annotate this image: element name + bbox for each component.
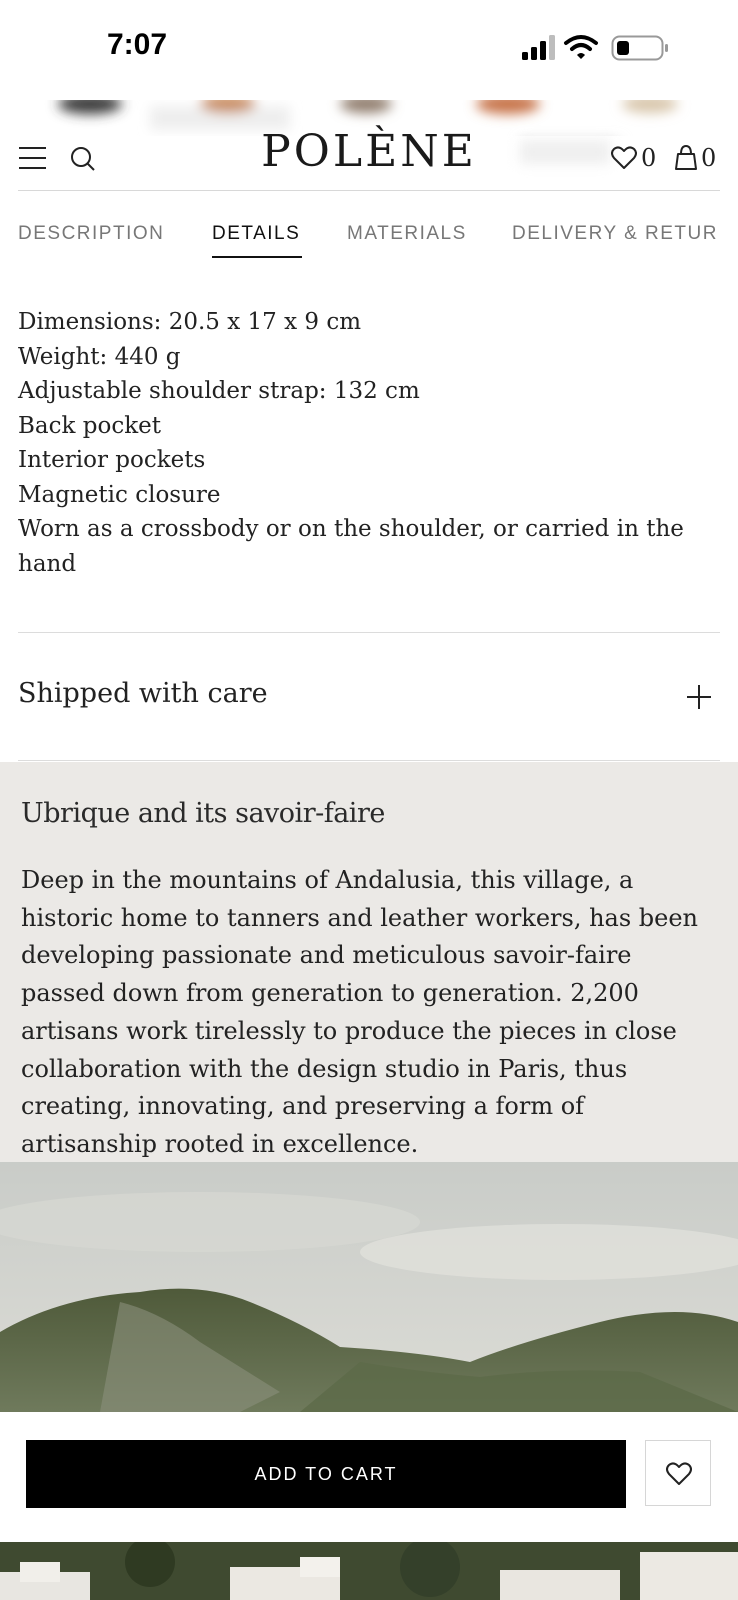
savoir-faire-title: Ubrique and its savoir-faire	[21, 798, 385, 829]
active-tab-indicator	[212, 256, 302, 258]
detail-dimensions: Dimensions: 20.5 x 17 x 9 cm	[18, 309, 362, 335]
blurred-header-element	[520, 140, 610, 164]
detail-weight: Weight: 440 g	[18, 343, 181, 370]
tab-materials[interactable]: MATERIALS	[347, 223, 467, 244]
tab-bar	[0, 210, 738, 270]
wishlist-button[interactable]	[645, 1440, 711, 1506]
brand-logo[interactable]: POLÈNE	[261, 126, 477, 177]
wishlist-count: 0	[641, 144, 657, 172]
status-time: 7:07	[107, 28, 168, 61]
plus-icon	[686, 684, 712, 710]
heart-icon	[665, 1462, 693, 1486]
tab-description[interactable]: DESCRIPTION	[18, 223, 165, 244]
header-divider	[18, 190, 720, 191]
add-to-cart-button[interactable]: ADD TO CART	[26, 1440, 626, 1508]
cart-count: 0	[701, 144, 717, 172]
heart-icon[interactable]	[611, 146, 637, 170]
village-photo	[0, 1542, 738, 1600]
accordion-title: Shipped with care	[18, 678, 268, 709]
bag-icon[interactable]	[674, 144, 698, 170]
tab-delivery-returns[interactable]: DELIVERY & RETUR	[512, 223, 718, 244]
detail-wear: Worn as a crossbody or on the shoulder, or carried in the hand	[18, 516, 684, 577]
wifi-icon	[566, 37, 596, 59]
tab-details[interactable]: DETAILS	[212, 223, 301, 244]
accordion-shipped-with-care[interactable]	[0, 640, 738, 760]
detail-interior-pockets: Interior pockets	[18, 447, 206, 473]
savoir-faire-text: Deep in the mountains of Andalusia, this village, a historic home to tanners and leather workers, has been developing passionate and meticulous savoir-faire passed down from generation to generation. 2,200 artisans work tirelessly to produce the pieces in close collaboration with the design studio in Paris, thus creating, innovating, and preserving a form of artisanship rooted in excellence.	[21, 866, 699, 1158]
detail-back-pocket: Back pocket	[18, 412, 161, 439]
section-divider	[18, 760, 720, 761]
section-divider	[18, 632, 720, 633]
detail-closure: Magnetic closure	[18, 481, 221, 508]
status-icons	[522, 34, 672, 62]
detail-strap: Adjustable shoulder strap: 132 cm	[18, 378, 420, 404]
ubrique-landscape-photo	[0, 1162, 738, 1412]
signal-icon	[522, 35, 555, 60]
battery-icon	[613, 37, 669, 60]
details-list	[18, 305, 738, 581]
